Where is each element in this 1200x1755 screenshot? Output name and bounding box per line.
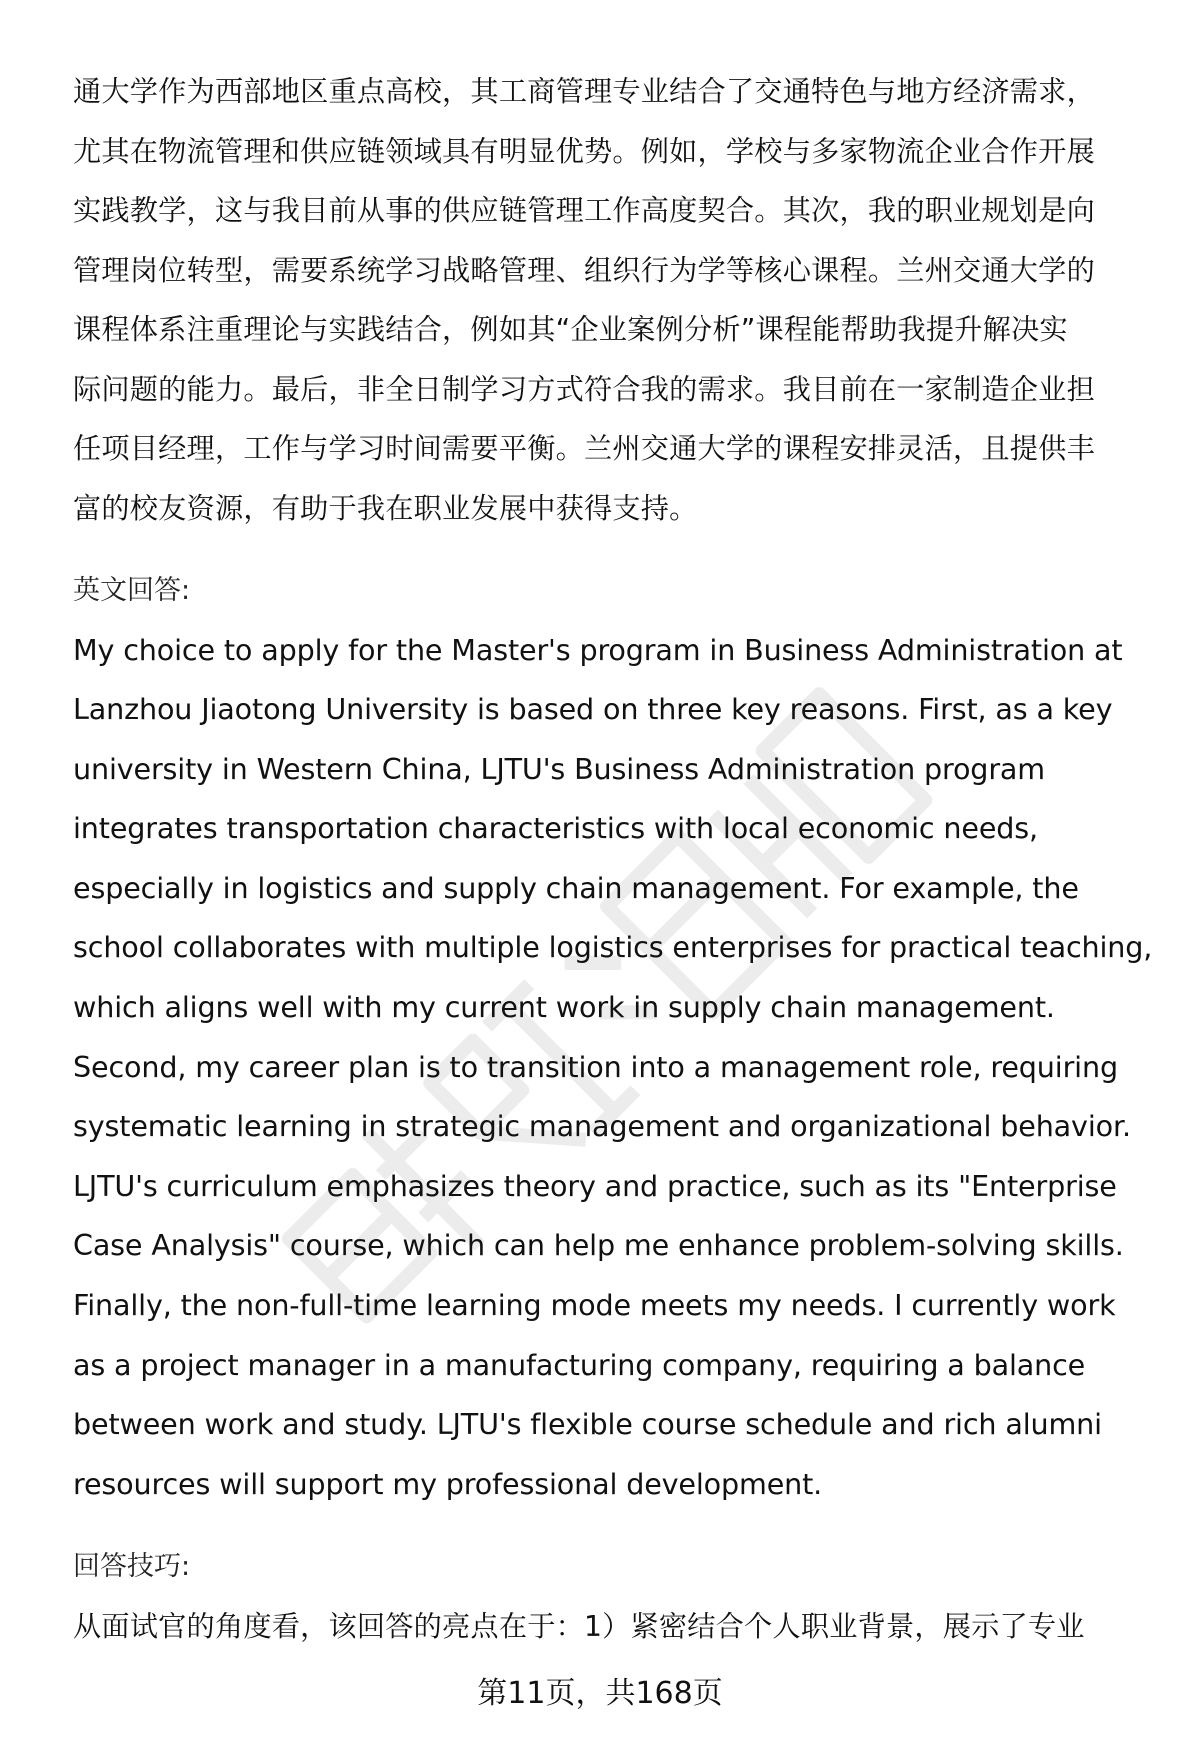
english-answer-label: 英文回答: bbox=[73, 575, 191, 606]
paragraph-line: 管理岗位转型，需要系统学习战略管理、组织行为学等核心课程。兰州交通大学的 bbox=[73, 253, 1095, 287]
paragraph-line: Finally, the non-full-time learning mode meets my needs. I currently work bbox=[73, 1288, 1116, 1323]
paragraph-line: 实践教学，这与我目前从事的供应链管理工作高度契合。其次，我的职业规划是向 bbox=[73, 194, 1095, 227]
paragraph-line: 尤其在物流管理和供应链领域具有明显优势。例如，学校与多家物流企业合作开展 bbox=[73, 134, 1095, 168]
paragraph-line: which aligns well with my current work in supply chain management. bbox=[73, 990, 1055, 1025]
paragraph-line: especially in logistics and supply chain management. For example, the bbox=[73, 870, 1079, 905]
paragraph-line: 际问题的能力。最后，非全日制学习方式符合我的需求。我目前在一家制造企业担 bbox=[73, 372, 1095, 406]
paragraph-line: My choice to apply for the Master's program in Business Administration at bbox=[73, 632, 1123, 667]
paragraph-line: between work and study. LJTU's flexible course schedule and rich alumni bbox=[73, 1407, 1102, 1442]
answer-tips-label: 回答技巧: bbox=[73, 1551, 191, 1583]
paragraph-line: Lanzhou Jiaotong University is based on three key reasons. First, as a key bbox=[73, 692, 1113, 727]
intro-paragraph bbox=[73, 62, 1153, 538]
paragraph-line: 富的校友资源，有助于我在职业发展中获得支持。 bbox=[73, 491, 698, 525]
paragraph-line: integrates transportation characteristics with local economic needs, bbox=[73, 811, 1038, 846]
paragraph-line: LJTU's curriculum emphasizes theory and practice, such as its "Enterprise bbox=[73, 1168, 1117, 1203]
paragraph-line: 从面试官的角度看，该回答的亮点在于：1）紧密结合个人职业背景，展示了专业 bbox=[73, 1609, 1085, 1643]
page-number: 第11页，共168页 bbox=[477, 1676, 723, 1711]
english-answer-paragraph bbox=[73, 621, 1153, 1515]
paragraph-line: Case Analysis" course, which can help me enhance problem-solving skills. bbox=[73, 1228, 1124, 1263]
paragraph-line: 通大学作为西部地区重点高校，其工商管理专业结合了交通特色与地方经济需求， bbox=[73, 75, 1095, 108]
paragraph-line: as a project manager in a manufacturing company, requiring a balance bbox=[73, 1347, 1086, 1382]
paragraph-line: systematic learning in strategic management and organizational behavior. bbox=[73, 1109, 1131, 1144]
page-content bbox=[73, 62, 1153, 1656]
paragraph-line: 课程体系注重理论与实践结合，例如其“企业案例分析”课程能帮助我提升解决实 bbox=[73, 313, 1068, 346]
paragraph-line: 任项目经理，工作与学习时间需要平衡。兰州交通大学的课程安排灵活，且提供丰 bbox=[73, 432, 1095, 465]
paragraph-line: Second, my career plan is to transition into a management role, requiring bbox=[73, 1049, 1118, 1084]
answer-tips-paragraph bbox=[73, 1597, 1153, 1657]
paragraph-line: university in Western China, LJTU's Business Administration program bbox=[73, 751, 1045, 786]
paragraph-line: school collaborates with multiple logistics enterprises for practical teaching, bbox=[73, 930, 1153, 965]
paragraph-line: resources will support my professional development. bbox=[73, 1466, 823, 1501]
